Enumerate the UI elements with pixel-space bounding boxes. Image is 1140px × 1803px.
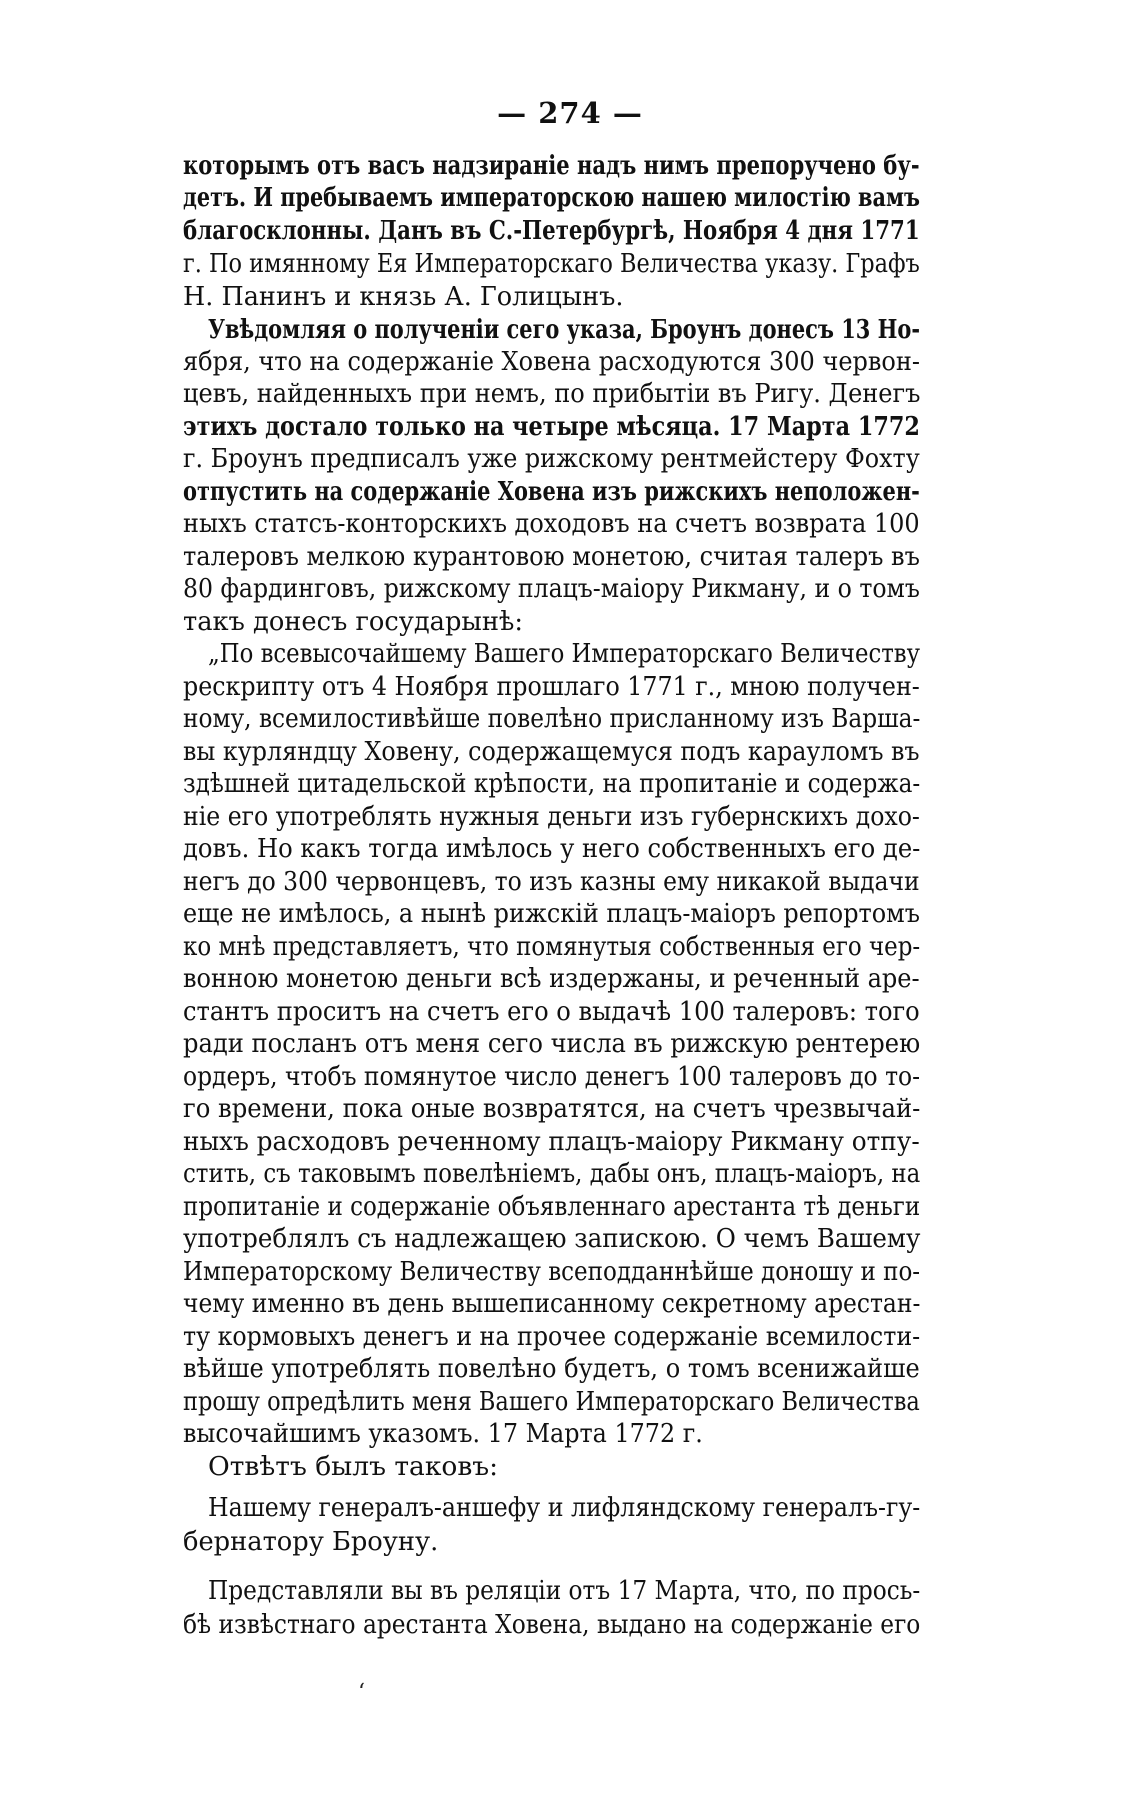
text-line: пропитаніе и содержаніе объявленнаго арестанта тѣ деньги <box>183 1191 921 1222</box>
text-line: детъ. И пребываемъ императорскою нашею милостію вамъ <box>183 182 920 213</box>
text-line: вы курляндцу Ховену, содержащемуся подъ карауломъ въ <box>183 736 920 767</box>
text-line: стить, съ таковымъ повелѣніемъ, дабы онъ, плацъ-маіоръ, на <box>183 1158 921 1189</box>
text-line: Отвѣтъ былъ таковъ: <box>208 1451 499 1482</box>
text-line: г. По имянному Ея Императорскаго Величества указу. Графъ <box>183 248 920 279</box>
text-line: довъ. Но какъ тогда имѣлось у него собственныхъ его де- <box>183 833 921 864</box>
text-line: бѣ извѣстнаго арестанта Ховена, выдано на содержаніе его <box>183 1609 921 1640</box>
text-line: еще не имѣлось, а нынѣ рижскій плацъ-маіоръ репортомъ <box>183 898 920 929</box>
text-line: Н. Панинъ и князь А. Голицынъ. <box>183 281 624 312</box>
text-line: отпустить на содержаніе Ховена изъ рижскихъ неположен- <box>183 476 920 507</box>
text-line: ніе его употреблять нужныя деньги изъ губернскихъ дохо- <box>183 801 920 832</box>
text-line: ныхъ расходовъ реченному плацъ-маіору Рикману отпу- <box>183 1126 920 1157</box>
text-line: талеровъ мелкою курантовою монетою, считая талеръ въ <box>183 541 920 572</box>
text-line: ныхъ статсъ-конторскихъ доходовъ на счетъ возврата 100 <box>183 508 920 539</box>
pencil-mark: ʻ <box>358 1680 365 1705</box>
text-line: ордеръ, чтобъ помянутое число денегъ 100 талеровъ до то- <box>183 1061 920 1092</box>
text-line: такъ донесъ государынѣ: <box>183 606 524 637</box>
page-number: — 274 — <box>497 96 643 130</box>
text-line: „По всевысочайшему Вашего Императорскаго Величеству <box>208 638 920 669</box>
text-line: которымъ отъ васъ надзираніе надъ нимъ препоручено бу- <box>183 150 920 181</box>
text-line: высочайшимъ указомъ. 17 Марта 1772 г. <box>183 1418 703 1449</box>
text-line: ту кормовыхъ денегъ и на прочее содержаніе всемилости- <box>183 1321 921 1352</box>
text-line: ради посланъ отъ меня сего числа въ рижскую рентерею <box>183 1028 921 1059</box>
text-line: Нашему генералъ-аншефу и лифляндскому генералъ-гу- <box>208 1492 921 1523</box>
text-line: чему именно въ день вышеписанному секретному арестан- <box>183 1288 921 1319</box>
text-line: Увѣдомляя о полученіи сего указа, Броунъ донесъ 13 Но- <box>208 314 920 345</box>
text-line: 80 фардинговъ, рижскому плацъ-маіору Рикману, и о томъ <box>183 573 920 604</box>
text-line: рескрипту отъ 4 Ноября прошлаго 1771 г., мною получен- <box>183 671 920 702</box>
text-line: употреблялъ съ надлежащею запискою. О чемъ Вашему <box>183 1223 921 1254</box>
text-line: негъ до 300 червонцевъ, то изъ казны ему никакой выдачи <box>183 866 920 897</box>
text-line: вонною монетою деньги всѣ издержаны, и реченный аре- <box>183 963 920 994</box>
text-line: Императорскому Величеству всеподданнѣйше доношу и по- <box>183 1256 921 1287</box>
text-line: ному, всемилостивѣйше повелѣно присланному изъ Варша- <box>183 703 921 734</box>
text-line: здѣшней цитадельской крѣпости, на пропитаніе и содержа- <box>183 768 921 799</box>
text-line: г. Броунъ предписалъ уже рижскому рентмейстеру Фохту <box>183 443 920 474</box>
text-line: го времени, пока оные возвратятся, на счетъ чрезвычай- <box>183 1093 921 1124</box>
text-line: бернатору Броуну. <box>183 1526 439 1557</box>
text-line: стантъ проситъ на счетъ его о выдачѣ 100 талеровъ: того <box>183 996 920 1027</box>
text-line: благосклонны. Данъ въ С.-Петербургѣ, Ноября 4 дня 1771 <box>183 215 920 246</box>
text-line: этихъ достало только на четыре мѣсяца. 17 Марта 1772 <box>183 411 920 442</box>
text-line: ября, что на содержаніе Ховена расходуются 300 червон- <box>183 346 920 377</box>
text-line: прошу опредѣлить меня Вашего Императорскаго Величества <box>183 1386 920 1417</box>
text-line: Представляли вы въ реляціи отъ 17 Марта, что, по прось- <box>208 1575 921 1606</box>
text-line: вѣйше употреблять повелѣно будетъ, о томъ всенижайше <box>183 1353 920 1384</box>
text-line: цевъ, найденныхъ при немъ, по прибытіи въ Ригу. Денегъ <box>183 378 921 409</box>
text-line: ко мнѣ представляетъ, что помянутыя собственныя его чер- <box>183 931 921 962</box>
